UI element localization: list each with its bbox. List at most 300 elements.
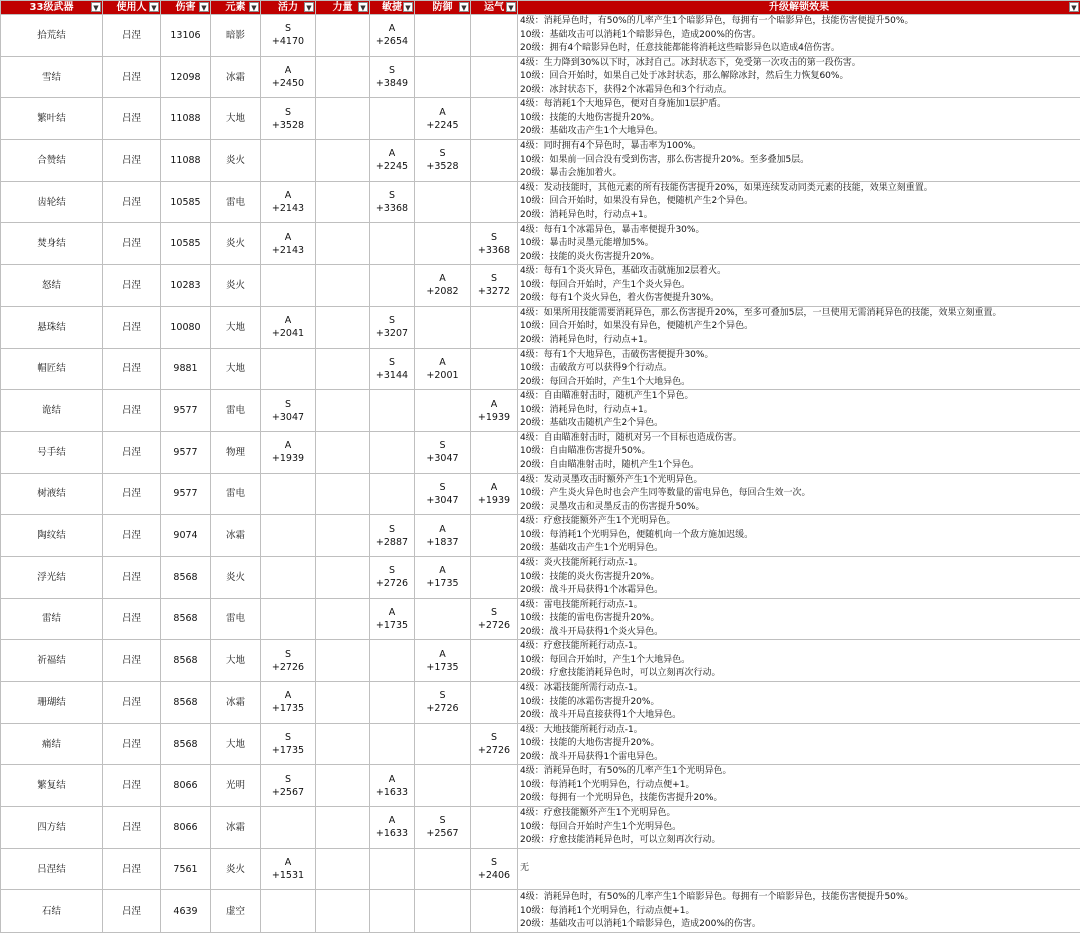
table-row xyxy=(1,515,1080,557)
cell-strength[interactable] xyxy=(316,556,370,598)
column-header-label: 升级解锁效果 xyxy=(769,1,829,14)
cell-element[interactable]: 炎火 xyxy=(211,556,261,598)
cell-agility[interactable] xyxy=(370,140,415,182)
cell-user[interactable]: 吕涅 xyxy=(103,140,161,182)
table-row xyxy=(1,556,1080,598)
cell-defense[interactable] xyxy=(415,15,471,57)
cell-vitality[interactable] xyxy=(261,640,316,682)
cell-element[interactable]: 炎火 xyxy=(211,265,261,307)
cell-luck[interactable] xyxy=(471,598,518,640)
cell-defense[interactable] xyxy=(415,598,471,640)
cell-element[interactable]: 炎火 xyxy=(211,848,261,890)
cell-strength[interactable] xyxy=(316,265,370,307)
column-header-label: 防御 xyxy=(433,1,453,14)
cell-strength[interactable] xyxy=(316,598,370,640)
table-row xyxy=(1,15,1080,57)
cell-vitality[interactable] xyxy=(261,181,316,223)
cell-element[interactable]: 大地 xyxy=(211,348,261,390)
cell-user[interactable]: 吕涅 xyxy=(103,556,161,598)
cell-defense[interactable] xyxy=(415,848,471,890)
cell-element[interactable]: 光明 xyxy=(211,765,261,807)
cell-vitality[interactable] xyxy=(261,348,316,390)
cell-vitality[interactable] xyxy=(261,765,316,807)
cell-luck[interactable] xyxy=(471,515,518,557)
cell-agility[interactable] xyxy=(370,98,415,140)
column-header-weapon[interactable] xyxy=(1,1,103,15)
cell-strength[interactable] xyxy=(316,682,370,724)
cell-defense[interactable] xyxy=(415,431,471,473)
cell-damage[interactable]: 10585 xyxy=(161,223,211,265)
cell-damage[interactable]: 9881 xyxy=(161,348,211,390)
cell-agility[interactable] xyxy=(370,306,415,348)
cell-strength[interactable] xyxy=(316,807,370,849)
cell-damage[interactable]: 8568 xyxy=(161,640,211,682)
cell-defense[interactable] xyxy=(415,640,471,682)
cell-user[interactable]: 吕涅 xyxy=(103,890,161,933)
header-row xyxy=(1,1,1080,15)
cell-element[interactable]: 物理 xyxy=(211,431,261,473)
effect-line: 10级：每回合开始时，产生1个炎火异色。 xyxy=(520,279,1080,293)
effect-line: 10级：回合开始时，如果自己处于冰封状态，那么解除冰封，然后生力恢复60%。 xyxy=(520,70,1080,84)
cell-luck[interactable] xyxy=(471,98,518,140)
cell-vitality[interactable] xyxy=(261,807,316,849)
filter-dropdown-icon[interactable]: ▼ xyxy=(403,2,413,12)
cell-agility[interactable] xyxy=(370,890,415,933)
cell-luck[interactable] xyxy=(471,348,518,390)
cell-effects[interactable] xyxy=(518,640,1080,682)
cell-weapon[interactable]: 树液结 xyxy=(1,473,103,515)
stat-grade: S xyxy=(471,606,517,619)
column-header-vitality[interactable] xyxy=(261,1,316,15)
cell-effects[interactable] xyxy=(518,265,1080,307)
cell-weapon[interactable]: 怒结 xyxy=(1,265,103,307)
cell-strength[interactable] xyxy=(316,223,370,265)
cell-damage[interactable]: 8568 xyxy=(161,556,211,598)
cell-vitality[interactable] xyxy=(261,98,316,140)
cell-user[interactable]: 吕涅 xyxy=(103,15,161,57)
cell-strength[interactable] xyxy=(316,431,370,473)
cell-damage[interactable]: 7561 xyxy=(161,848,211,890)
stat-grade: S xyxy=(370,523,414,536)
effect-line: 10级：暴击时灵墨元能增加5%。 xyxy=(520,237,1080,251)
cell-user[interactable]: 吕涅 xyxy=(103,181,161,223)
cell-user[interactable]: 吕涅 xyxy=(103,723,161,765)
cell-damage[interactable]: 13106 xyxy=(161,15,211,57)
cell-effects[interactable] xyxy=(518,348,1080,390)
cell-defense[interactable] xyxy=(415,223,471,265)
cell-defense[interactable] xyxy=(415,390,471,432)
stat-value: +3207 xyxy=(370,327,414,340)
cell-weapon[interactable]: 悬珠结 xyxy=(1,306,103,348)
effect-line: 20级：每有1个炎火异色，着火伤害便提升30%。 xyxy=(520,292,1080,306)
cell-element[interactable]: 炎火 xyxy=(211,140,261,182)
stat-value: +2887 xyxy=(370,536,414,549)
cell-luck[interactable] xyxy=(471,640,518,682)
cell-luck[interactable] xyxy=(471,306,518,348)
cell-strength[interactable] xyxy=(316,723,370,765)
cell-damage[interactable]: 8066 xyxy=(161,765,211,807)
effect-line: 4级：消耗异色时，有50%的几率产生1个暗影异色，每拥有一个暗影异色，技能伤害便提升50%。 xyxy=(520,15,1080,29)
cell-element[interactable]: 大地 xyxy=(211,98,261,140)
cell-user[interactable]: 吕涅 xyxy=(103,640,161,682)
cell-damage[interactable]: 4639 xyxy=(161,890,211,933)
cell-agility[interactable] xyxy=(370,223,415,265)
cell-defense[interactable] xyxy=(415,140,471,182)
cell-user[interactable]: 吕涅 xyxy=(103,682,161,724)
cell-vitality[interactable] xyxy=(261,56,316,98)
cell-defense[interactable] xyxy=(415,723,471,765)
cell-element[interactable]: 大地 xyxy=(211,723,261,765)
stat-grade: A xyxy=(370,147,414,160)
cell-element[interactable]: 冰霜 xyxy=(211,515,261,557)
cell-effects[interactable] xyxy=(518,556,1080,598)
cell-defense[interactable] xyxy=(415,306,471,348)
stat-value: +2001 xyxy=(415,369,470,382)
cell-defense[interactable] xyxy=(415,807,471,849)
cell-strength[interactable] xyxy=(316,181,370,223)
stat-value: +2041 xyxy=(261,327,315,340)
cell-user[interactable]: 吕涅 xyxy=(103,598,161,640)
cell-strength[interactable] xyxy=(316,98,370,140)
cell-defense[interactable] xyxy=(415,515,471,557)
column-header-luck[interactable] xyxy=(471,1,518,15)
cell-user[interactable]: 吕涅 xyxy=(103,348,161,390)
cell-damage[interactable]: 11088 xyxy=(161,98,211,140)
cell-luck[interactable] xyxy=(471,473,518,515)
cell-effects[interactable] xyxy=(518,431,1080,473)
cell-vitality[interactable] xyxy=(261,306,316,348)
cell-vitality[interactable] xyxy=(261,223,316,265)
cell-user[interactable]: 吕涅 xyxy=(103,390,161,432)
stat-value: +2726 xyxy=(370,577,414,590)
cell-luck[interactable] xyxy=(471,890,518,933)
cell-vitality[interactable] xyxy=(261,265,316,307)
stat-grade: A xyxy=(370,814,414,827)
cell-user[interactable]: 吕涅 xyxy=(103,56,161,98)
cell-agility[interactable] xyxy=(370,390,415,432)
cell-vitality[interactable] xyxy=(261,15,316,57)
cell-effects[interactable] xyxy=(518,56,1080,98)
stat-grade: S xyxy=(261,648,315,661)
cell-user[interactable]: 吕涅 xyxy=(103,848,161,890)
cell-agility[interactable] xyxy=(370,515,415,557)
column-header-defense[interactable] xyxy=(415,1,471,15)
effect-line: 4级：发动技能时，其他元素的所有技能伤害提升20%，如果连续发动同类元素的技能，效果立刻重置。 xyxy=(520,182,1080,196)
stat-grade: S xyxy=(370,314,414,327)
cell-luck[interactable] xyxy=(471,431,518,473)
cell-luck[interactable] xyxy=(471,556,518,598)
cell-strength[interactable] xyxy=(316,473,370,515)
stat-value: +2082 xyxy=(415,285,470,298)
cell-damage[interactable]: 12098 xyxy=(161,56,211,98)
cell-vitality[interactable] xyxy=(261,515,316,557)
cell-agility[interactable] xyxy=(370,431,415,473)
filter-dropdown-icon[interactable]: ▼ xyxy=(358,2,368,12)
cell-agility[interactable] xyxy=(370,640,415,682)
cell-user[interactable]: 吕涅 xyxy=(103,807,161,849)
stat-value: +1633 xyxy=(370,786,414,799)
cell-user[interactable]: 吕涅 xyxy=(103,265,161,307)
cell-element[interactable]: 冰霜 xyxy=(211,807,261,849)
cell-effects[interactable] xyxy=(518,723,1080,765)
cell-effects[interactable] xyxy=(518,890,1080,933)
cell-damage[interactable]: 8066 xyxy=(161,807,211,849)
cell-damage[interactable]: 8568 xyxy=(161,723,211,765)
cell-effects[interactable] xyxy=(518,223,1080,265)
effect-line: 10级：技能的雷电伤害提升20%。 xyxy=(520,612,1080,626)
cell-effects[interactable] xyxy=(518,390,1080,432)
effect-line: 10级：自由瞄准伤害提升50%。 xyxy=(520,445,1080,459)
cell-element[interactable]: 大地 xyxy=(211,306,261,348)
column-header-agility[interactable] xyxy=(370,1,415,15)
cell-luck[interactable] xyxy=(471,265,518,307)
cell-strength[interactable] xyxy=(316,306,370,348)
cell-weapon[interactable]: 帽匠结 xyxy=(1,348,103,390)
cell-element[interactable]: 冰霜 xyxy=(211,682,261,724)
cell-agility[interactable] xyxy=(370,15,415,57)
column-header-label: 33级武器 xyxy=(30,1,74,14)
cell-weapon[interactable]: 雷结 xyxy=(1,598,103,640)
stat-grade: A xyxy=(261,64,315,77)
cell-vitality[interactable] xyxy=(261,890,316,933)
cell-luck[interactable] xyxy=(471,723,518,765)
stat-grade: S xyxy=(415,481,470,494)
cell-effects[interactable] xyxy=(518,473,1080,515)
stat-grade: A xyxy=(370,773,414,786)
filter-dropdown-icon[interactable]: ▼ xyxy=(304,2,314,12)
cell-defense[interactable] xyxy=(415,556,471,598)
cell-element[interactable]: 雷电 xyxy=(211,598,261,640)
cell-vitality[interactable] xyxy=(261,390,316,432)
cell-luck[interactable] xyxy=(471,807,518,849)
cell-user[interactable]: 吕涅 xyxy=(103,473,161,515)
cell-weapon[interactable]: 号手结 xyxy=(1,431,103,473)
cell-weapon[interactable]: 拾荒结 xyxy=(1,15,103,57)
cell-agility[interactable] xyxy=(370,556,415,598)
cell-defense[interactable] xyxy=(415,348,471,390)
cell-strength[interactable] xyxy=(316,890,370,933)
cell-strength[interactable] xyxy=(316,640,370,682)
cell-weapon[interactable]: 陶纹结 xyxy=(1,515,103,557)
cell-effects[interactable] xyxy=(518,598,1080,640)
stat-grade: A xyxy=(415,272,470,285)
table-row xyxy=(1,431,1080,473)
cell-strength[interactable] xyxy=(316,140,370,182)
table-row xyxy=(1,682,1080,724)
cell-effects[interactable] xyxy=(518,682,1080,724)
cell-vitality[interactable] xyxy=(261,848,316,890)
cell-vitality[interactable] xyxy=(261,556,316,598)
cell-weapon[interactable]: 齿轮结 xyxy=(1,181,103,223)
cell-luck[interactable] xyxy=(471,682,518,724)
cell-element[interactable]: 雷电 xyxy=(211,181,261,223)
cell-damage[interactable]: 9577 xyxy=(161,431,211,473)
cell-element[interactable]: 雷电 xyxy=(211,390,261,432)
cell-effects[interactable] xyxy=(518,848,1080,890)
effect-line: 4级：炎火技能所耗行动点-1。 xyxy=(520,557,1080,571)
effect-line: 10级：消耗异色时，行动点+1。 xyxy=(520,404,1080,418)
cell-user[interactable]: 吕涅 xyxy=(103,431,161,473)
cell-damage[interactable]: 8568 xyxy=(161,598,211,640)
cell-vitality[interactable] xyxy=(261,473,316,515)
effect-line: 10级：产生炎火异色时也会产生同等数量的雷电异色，每回合生效一次。 xyxy=(520,487,1080,501)
cell-vitality[interactable] xyxy=(261,682,316,724)
cell-damage[interactable]: 9577 xyxy=(161,390,211,432)
column-header-label: 元素 xyxy=(226,1,246,14)
stat-grade: A xyxy=(261,314,315,327)
cell-effects[interactable] xyxy=(518,140,1080,182)
stat-value: +1633 xyxy=(370,827,414,840)
cell-agility[interactable] xyxy=(370,723,415,765)
filter-dropdown-icon[interactable]: ▼ xyxy=(506,2,516,12)
cell-luck[interactable] xyxy=(471,765,518,807)
cell-defense[interactable] xyxy=(415,765,471,807)
effect-line: 20级：拥有4个暗影异色时，任意技能都能将消耗这些暗影异色以造成4倍伤害。 xyxy=(520,42,1080,56)
cell-defense[interactable] xyxy=(415,890,471,933)
cell-strength[interactable] xyxy=(316,390,370,432)
cell-weapon[interactable]: 诡结 xyxy=(1,390,103,432)
cell-strength[interactable] xyxy=(316,765,370,807)
cell-effects[interactable] xyxy=(518,181,1080,223)
stat-value: +3368 xyxy=(370,202,414,215)
cell-defense[interactable] xyxy=(415,682,471,724)
effect-line: 4级：每有1个大地异色，击破伤害便提升30%。 xyxy=(520,349,1080,363)
cell-element[interactable]: 雷电 xyxy=(211,473,261,515)
cell-luck[interactable] xyxy=(471,140,518,182)
filter-active-icon[interactable]: ▼ xyxy=(149,2,159,12)
cell-element[interactable]: 大地 xyxy=(211,640,261,682)
cell-agility[interactable] xyxy=(370,56,415,98)
cell-user[interactable]: 吕涅 xyxy=(103,306,161,348)
cell-defense[interactable] xyxy=(415,265,471,307)
column-header-effects[interactable] xyxy=(518,1,1080,15)
cell-weapon[interactable]: 浮光结 xyxy=(1,556,103,598)
filter-dropdown-icon[interactable]: ▼ xyxy=(199,2,209,12)
column-header-user[interactable] xyxy=(103,1,161,15)
cell-luck[interactable] xyxy=(471,223,518,265)
cell-damage[interactable]: 11088 xyxy=(161,140,211,182)
cell-strength[interactable] xyxy=(316,56,370,98)
effect-line: 10级：击破敌方可以获得9个行动点。 xyxy=(520,362,1080,376)
cell-agility[interactable] xyxy=(370,682,415,724)
cell-damage[interactable]: 10283 xyxy=(161,265,211,307)
cell-element[interactable]: 暗影 xyxy=(211,15,261,57)
cell-luck[interactable] xyxy=(471,181,518,223)
cell-user[interactable]: 吕涅 xyxy=(103,98,161,140)
cell-vitality[interactable] xyxy=(261,431,316,473)
cell-user[interactable]: 吕涅 xyxy=(103,223,161,265)
cell-strength[interactable] xyxy=(316,15,370,57)
cell-damage[interactable]: 9074 xyxy=(161,515,211,557)
cell-damage[interactable]: 8568 xyxy=(161,682,211,724)
cell-element[interactable]: 冰霜 xyxy=(211,56,261,98)
effect-line: 10级：每回合开始时，产生1个大地异色。 xyxy=(520,654,1080,668)
stat-value: +3528 xyxy=(415,160,470,173)
cell-damage[interactable]: 10080 xyxy=(161,306,211,348)
cell-user[interactable]: 吕涅 xyxy=(103,515,161,557)
cell-defense[interactable] xyxy=(415,98,471,140)
cell-defense[interactable] xyxy=(415,473,471,515)
cell-luck[interactable] xyxy=(471,15,518,57)
effect-line: 4级：自由瞄准射击时，随机产生1个异色。 xyxy=(520,390,1080,404)
cell-vitality[interactable] xyxy=(261,723,316,765)
cell-effects[interactable] xyxy=(518,765,1080,807)
cell-weapon[interactable]: 繁叶结 xyxy=(1,98,103,140)
cell-agility[interactable] xyxy=(370,348,415,390)
cell-damage[interactable]: 9577 xyxy=(161,473,211,515)
cell-vitality[interactable] xyxy=(261,140,316,182)
cell-weapon[interactable]: 祈福结 xyxy=(1,640,103,682)
cell-weapon[interactable]: 石结 xyxy=(1,890,103,933)
cell-effects[interactable] xyxy=(518,15,1080,57)
cell-strength[interactable] xyxy=(316,515,370,557)
cell-agility[interactable] xyxy=(370,848,415,890)
table-body xyxy=(1,15,1080,933)
cell-luck[interactable] xyxy=(471,848,518,890)
cell-strength[interactable] xyxy=(316,848,370,890)
cell-effects[interactable] xyxy=(518,515,1080,557)
cell-vitality[interactable] xyxy=(261,598,316,640)
cell-weapon[interactable]: 雪结 xyxy=(1,56,103,98)
cell-strength[interactable] xyxy=(316,348,370,390)
effect-line: 10级：技能的冰霜伤害提升20%。 xyxy=(520,696,1080,710)
filter-dropdown-icon[interactable]: ▼ xyxy=(91,2,101,12)
cell-agility[interactable] xyxy=(370,265,415,307)
column-header-damage[interactable] xyxy=(161,1,211,15)
stat-value: +2245 xyxy=(415,119,470,132)
cell-defense[interactable] xyxy=(415,181,471,223)
cell-weapon[interactable]: 四方结 xyxy=(1,807,103,849)
cell-weapon[interactable]: 珊瑚结 xyxy=(1,682,103,724)
cell-agility[interactable] xyxy=(370,181,415,223)
cell-luck[interactable] xyxy=(471,390,518,432)
cell-agility[interactable] xyxy=(370,765,415,807)
cell-effects[interactable] xyxy=(518,807,1080,849)
cell-agility[interactable] xyxy=(370,473,415,515)
cell-weapon[interactable]: 合赞结 xyxy=(1,140,103,182)
cell-weapon[interactable]: 繁复结 xyxy=(1,765,103,807)
table-row xyxy=(1,265,1080,307)
cell-element[interactable]: 虚空 xyxy=(211,890,261,933)
cell-agility[interactable] xyxy=(370,807,415,849)
column-header-strength[interactable] xyxy=(316,1,370,15)
cell-weapon[interactable]: 焚身结 xyxy=(1,223,103,265)
cell-weapon[interactable]: 痛结 xyxy=(1,723,103,765)
filter-dropdown-icon[interactable]: ▼ xyxy=(249,2,259,12)
column-header-label: 伤害 xyxy=(176,1,196,14)
column-header-element[interactable] xyxy=(211,1,261,15)
cell-luck[interactable] xyxy=(471,56,518,98)
cell-defense[interactable] xyxy=(415,56,471,98)
effect-line: 4级：同时拥有4个异色时，暴击率为100%。 xyxy=(520,140,1080,154)
effect-line: 20级：灵墨攻击和灵墨反击的伤害提升50%。 xyxy=(520,501,1080,515)
filter-dropdown-icon[interactable]: ▼ xyxy=(459,2,469,12)
effect-line: 4级：疗愈技能额外产生1个光明异色。 xyxy=(520,515,1080,529)
cell-effects[interactable] xyxy=(518,306,1080,348)
effect-line: 10级：每消耗1个光明异色，便随机向一个敌方施加迟缓。 xyxy=(520,529,1080,543)
table-row xyxy=(1,640,1080,682)
cell-effects[interactable] xyxy=(518,98,1080,140)
cell-damage[interactable]: 10585 xyxy=(161,181,211,223)
cell-user[interactable]: 吕涅 xyxy=(103,765,161,807)
cell-weapon[interactable]: 吕涅结 xyxy=(1,848,103,890)
table-row xyxy=(1,723,1080,765)
stat-value: +1939 xyxy=(471,411,517,424)
cell-element[interactable]: 炎火 xyxy=(211,223,261,265)
filter-dropdown-icon[interactable]: ▼ xyxy=(1069,2,1079,12)
cell-agility[interactable] xyxy=(370,598,415,640)
table-row xyxy=(1,140,1080,182)
